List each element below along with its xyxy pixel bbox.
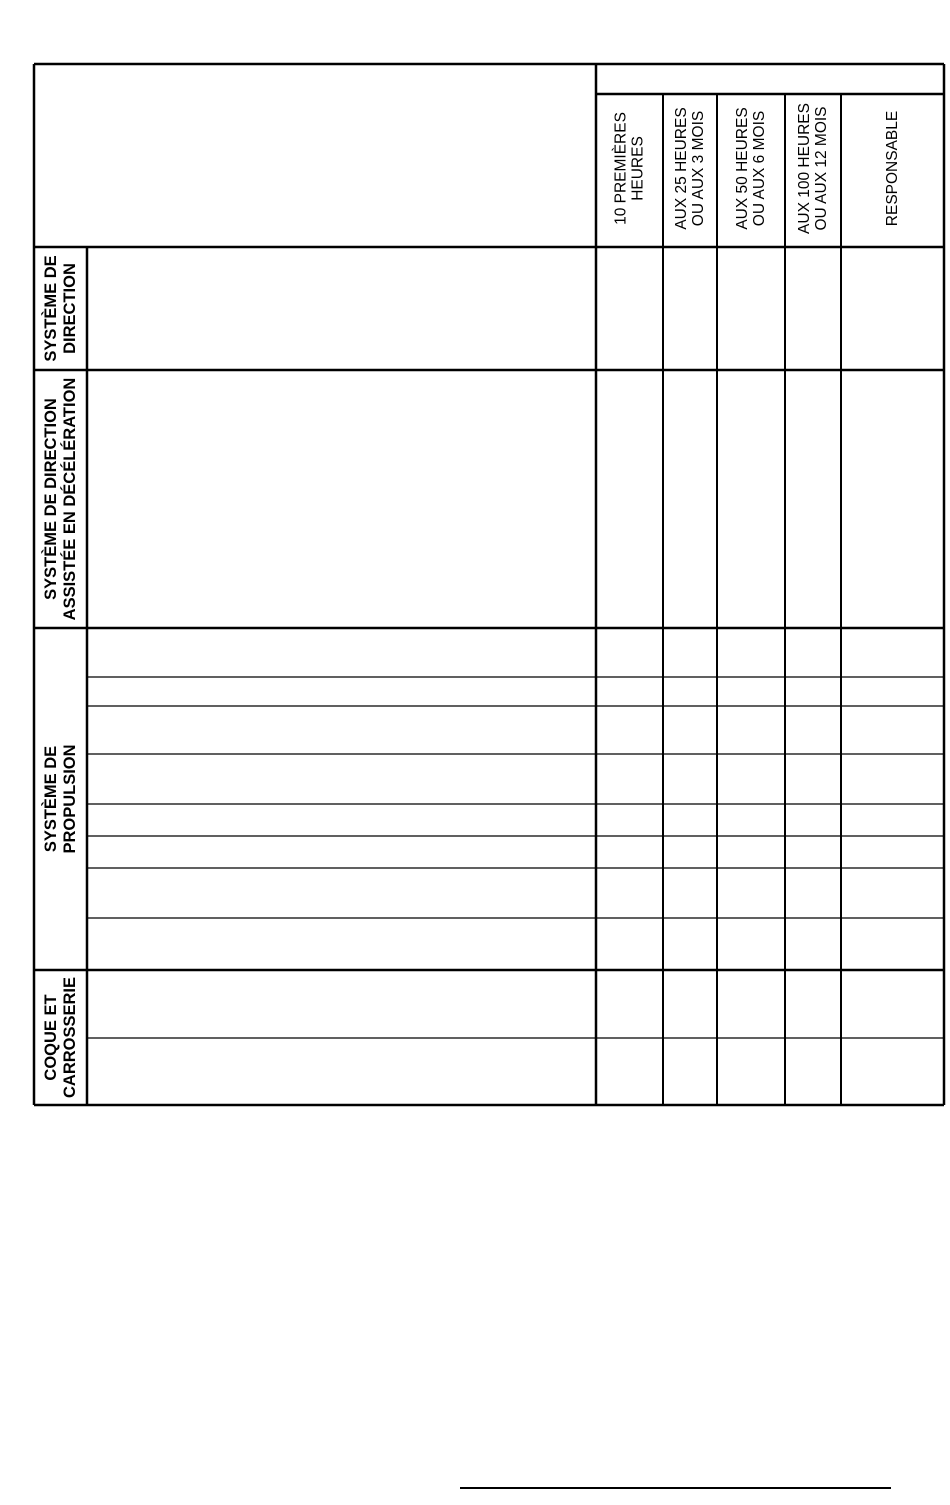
header-25-hours-3-months	[673, 107, 707, 229]
header-50-hours-6-months-line: OU AUX 6 MOIS	[751, 110, 768, 227]
section-hull-and-body-line: CARROSSERIE	[61, 976, 79, 1099]
header-50-hours-6-months-line: AUX 50 HEURES	[734, 107, 751, 230]
section-propulsion-system	[41, 744, 79, 853]
section-propulsion-system-line: PROPULSION	[61, 744, 79, 854]
table-grid	[34, 64, 944, 1488]
table-labels	[41, 103, 901, 1098]
section-steering-system	[41, 255, 79, 361]
header-100-hours-12-months	[796, 103, 830, 234]
header-first-10-hours-line: HEURES	[629, 136, 647, 201]
header-25-hours-3-months-line: AUX 25 HEURES	[673, 107, 690, 230]
header-first-10-hours	[613, 112, 647, 225]
header-responsible-line: RESPONSABLE	[884, 110, 901, 227]
section-hull-and-body	[42, 977, 79, 1098]
section-hull-and-body-line: COQUE ET	[42, 994, 60, 1081]
header-25-hours-3-months-line: OU AUX 3 MOIS	[690, 110, 707, 227]
section-propulsion-system-line: SYSTÈME DE	[42, 745, 60, 853]
header-responsible	[884, 111, 901, 226]
header-100-hours-12-months-line: AUX 100 HEURES	[796, 103, 813, 234]
section-steering-system-line: SYSTÈME DE	[42, 255, 60, 362]
section-power-assisted-steering	[41, 378, 79, 621]
header-50-hours-6-months	[734, 107, 768, 229]
section-power-assisted-steering-line: SYSTÈME DE DIRECTION	[42, 398, 60, 600]
header-100-hours-12-months-line: OU AUX 12 MOIS	[813, 106, 830, 231]
header-first-10-hours-line: 10 PREMIÈRES	[612, 112, 630, 225]
section-steering-system-line: DIRECTION	[61, 263, 79, 354]
section-power-assisted-steering-line: ASSISTÉE EN DÉCÉLÉRATION	[61, 377, 79, 621]
